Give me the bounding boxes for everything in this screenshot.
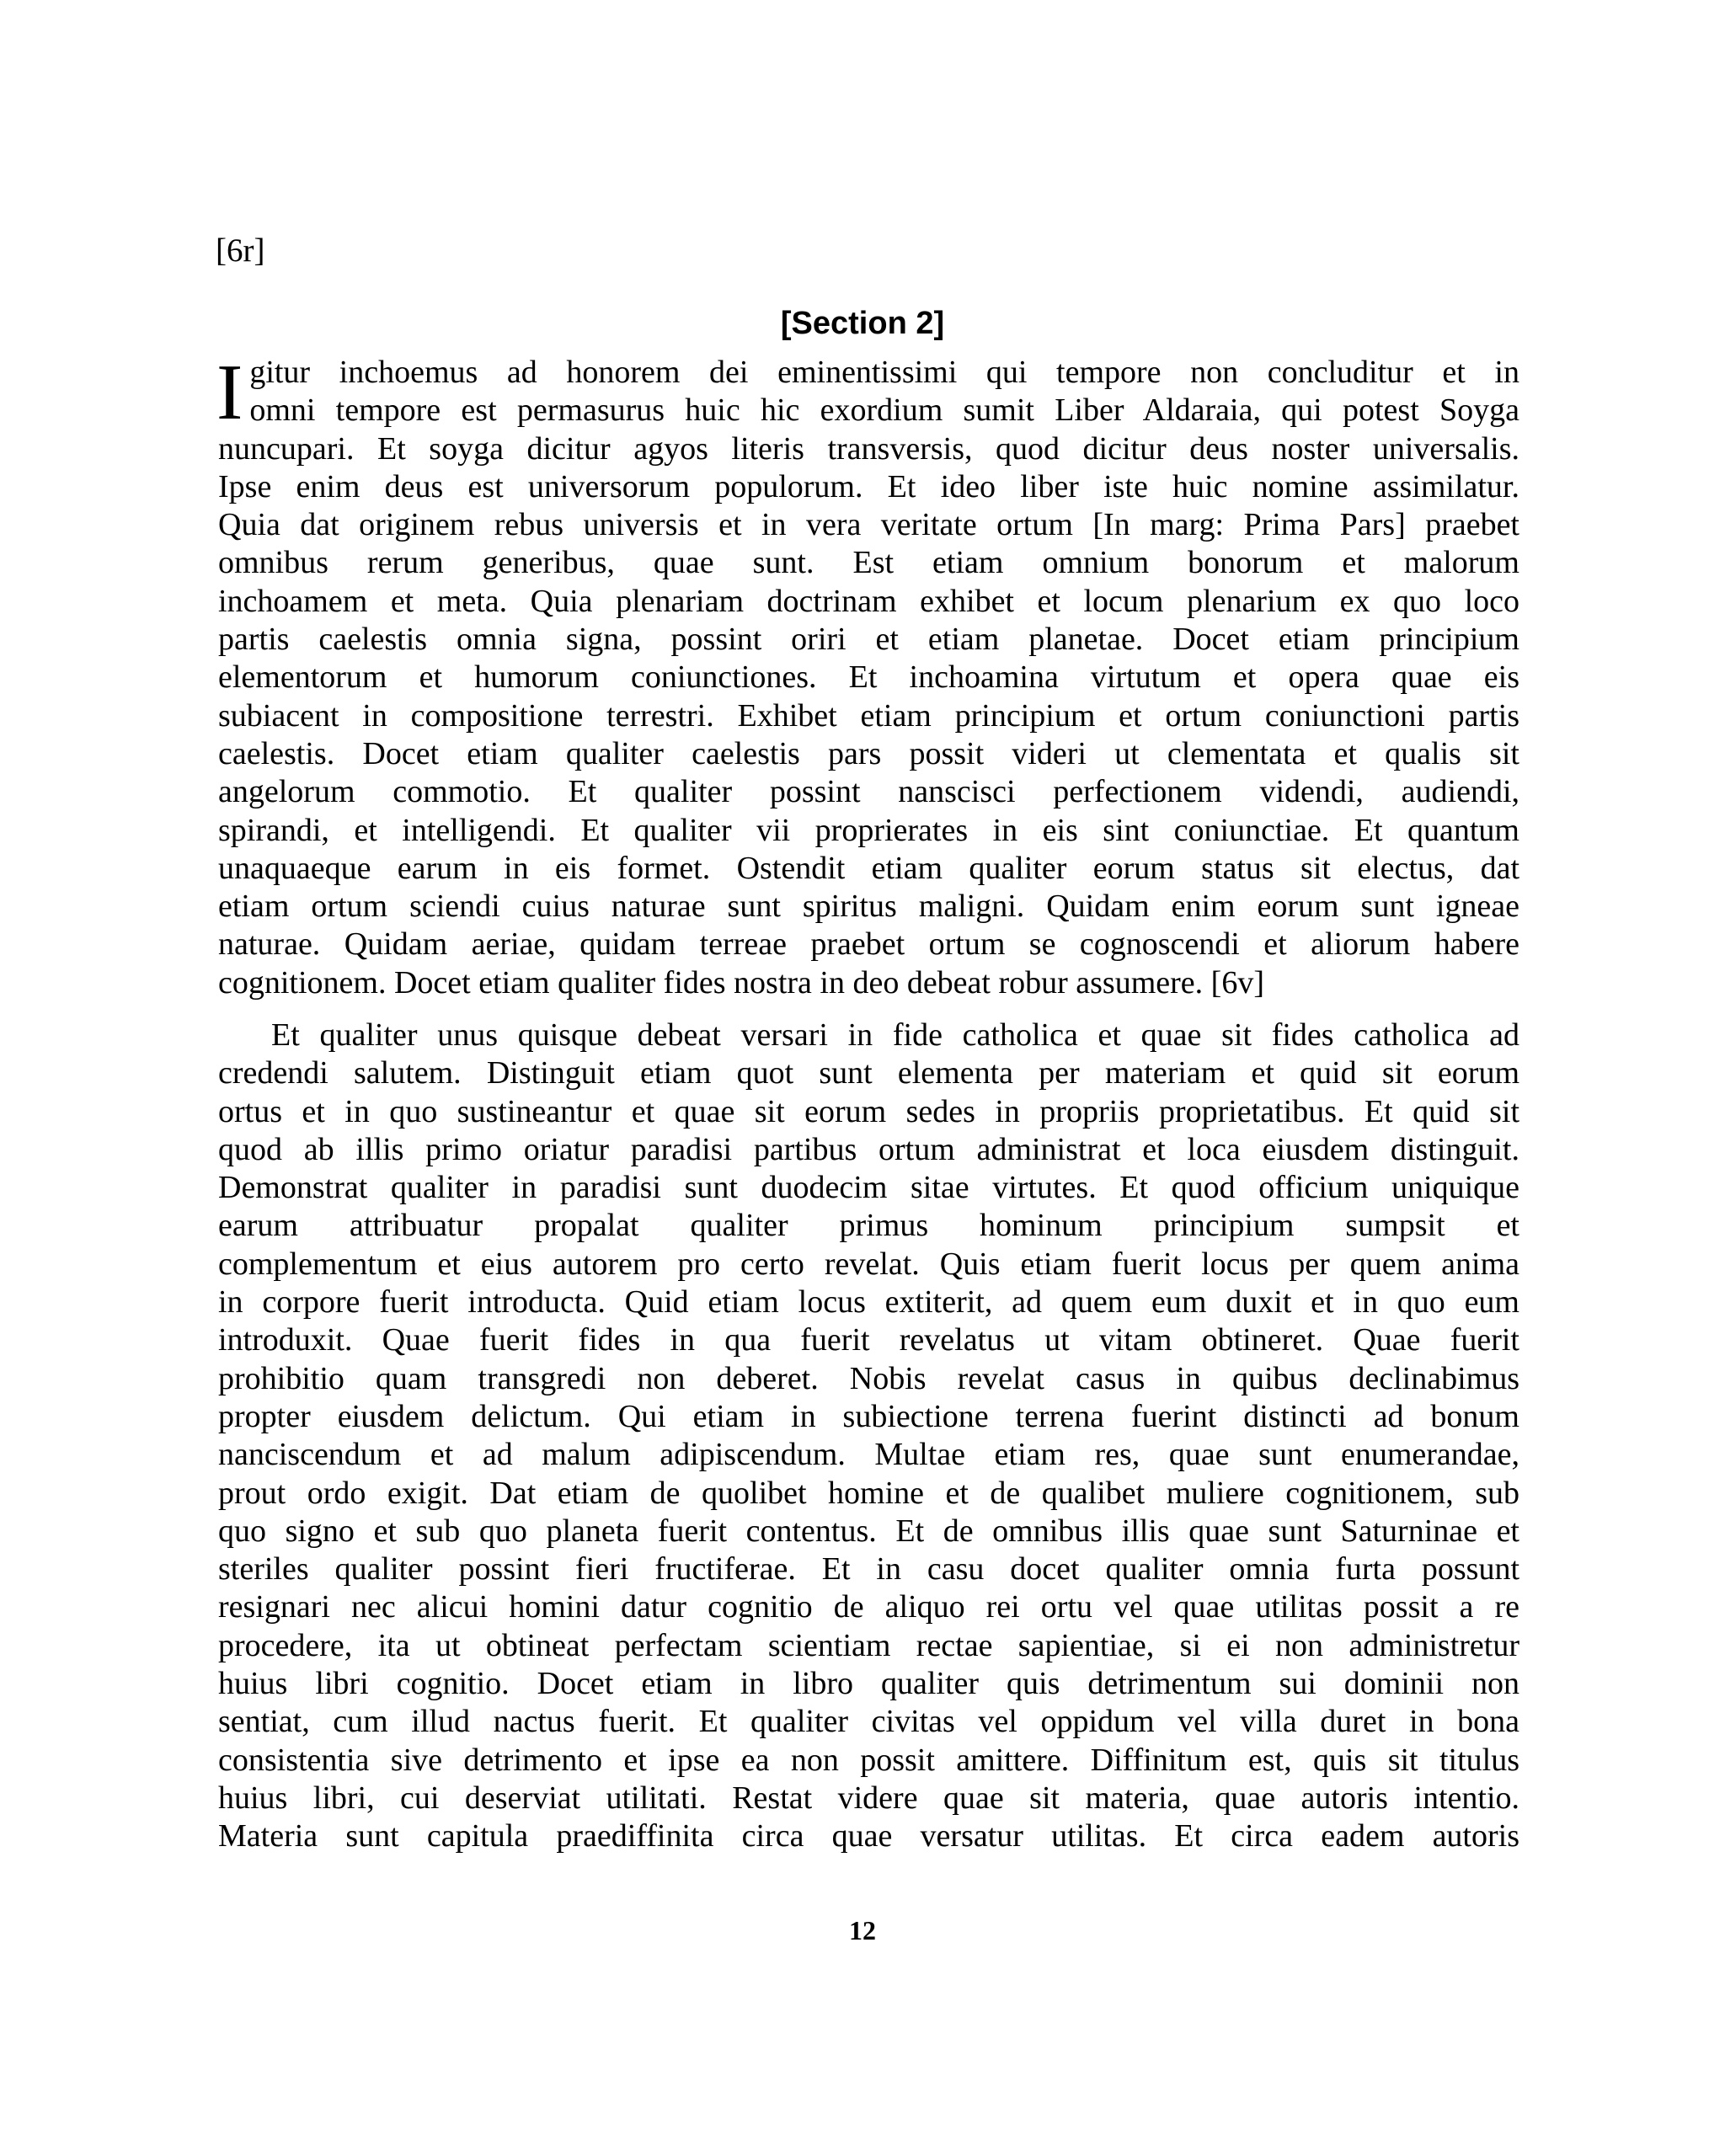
text-line: earum attribuatur propalat qualiter primus hominum principium sumpsit et	[218, 1208, 1519, 1244]
text-line: Ipse enim deus est universorum populorum. Et ideo liber iste huic nomine assimilatur.	[218, 468, 1519, 504]
text-line: etiam ortum sciendi cuius naturae sunt spiritus maligni. Quidam enim eorum sunt igneae	[218, 889, 1519, 925]
text-line: quo signo et sub quo planeta fuerit contentus. Et de omnibus illis quae sunt Saturninae et	[218, 1513, 1519, 1549]
text-line: subiacent in compositione terrestri. Exhibet etiam principium et ortum coniunctioni partis	[218, 697, 1519, 734]
text-line: nanciscendum et ad malum adipiscendum. Multae etiam res, quae sunt enumerandae,	[218, 1437, 1519, 1473]
paragraph-2	[218, 1017, 1519, 1856]
text-line: credendi salutem. Distinguit etiam quot sunt elementa per materiam et quid sit eorum	[218, 1055, 1519, 1091]
section-heading: [Section 2]	[780, 306, 945, 341]
text-line: cognitionem. Docet etiam qualiter fides nostra in deo debeat robur assumere. [6v]	[218, 964, 1264, 1001]
text-line: partis caelestis omnia signa, possint oriri et etiam planetae. Docet etiam principium	[218, 622, 1519, 658]
text-line: inchoamem et meta. Quia plenariam doctrinam exhibet et locum plenarium ex quo loco	[218, 583, 1519, 619]
text-line: sentiat, cum illud nactus fuerit. Et qualiter civitas vel oppidum vel villa duret in bona	[218, 1704, 1519, 1740]
text-line: angelorum commotio. Et qualiter possint nanscisci perfectionem videndi, audiendi,	[218, 774, 1519, 810]
text-line: unaquaeque earum in eis formet. Ostendit etiam qualiter eorum status sit electus, dat	[218, 850, 1519, 886]
text-line: ortus et in quo sustineantur et quae sit eorum sedes in propriis proprietatibus. Et quid sit	[218, 1093, 1519, 1129]
text-line: caelestis. Docet etiam qualiter caelestis pars possit videri ut clementata et qualis sit	[218, 735, 1519, 771]
text-line: gitur inchoemus ad honorem dei eminentissimi qui tempore non concluditur et in	[249, 355, 1519, 390]
text-line: steriles qualiter possint fieri fructiferae. Et in casu docet qualiter omnia furta possunt	[218, 1551, 1519, 1588]
text-line: propter eiusdem delictum. Qui etiam in subiectione terrena fuerint distincti ad bonum	[218, 1398, 1519, 1434]
paragraph-1	[216, 349, 1519, 1002]
text-line: Demonstrat qualiter in paradisi sunt duodecim sitae virtutes. Et quod officium uniquique	[218, 1170, 1519, 1206]
text-line: in corpore fuerit introducta. Quid etiam locus extiterit, ad quem eum duxit et in quo eum	[218, 1284, 1519, 1321]
text-line: Quia dat originem rebus universis et in vera veritate ortum [In marg: Prima Pars] praebet	[218, 507, 1519, 543]
text-line: naturae. Quidam aeriae, quidam terreae praebet ortum se cognoscendi et aliorum habere	[218, 926, 1519, 963]
text-line: complementum et eius autorem pro certo revelat. Quis etiam fuerit locus per quem anima	[218, 1246, 1519, 1282]
page-number: 12	[849, 1915, 876, 1945]
text-line: omnibus rerum generibus, quae sunt. Est etiam omnium bonorum et malorum	[218, 545, 1519, 581]
text-line: procedere, ita ut obtineat perfectam scientiam rectae sapientiae, si ei non administretur	[218, 1627, 1519, 1663]
text-line: elementorum et humorum coniunctiones. Et inchoamina virtutum et opera quae eis	[218, 659, 1519, 696]
text-line: consistentia sive detrimento et ipse ea non possit amittere. Diffinitum est, quis sit titulus	[218, 1742, 1519, 1778]
text-line: omni tempore est permasurus huic hic exordium sumit Liber Aldaraia, qui potest Soyga	[249, 392, 1519, 429]
drop-cap: I	[216, 349, 243, 436]
text-line: introduxit. Quae fuerit fides in qua fuerit revelatus ut vitam obtineret. Quae fuerit	[218, 1322, 1519, 1358]
text-line: nuncupari. Et soyga dicitur agyos literis transversis, quod dicitur deus noster universalis.	[218, 430, 1519, 467]
text-line: prohibitio quam transgredi non deberet. Nobis revelat casus in quibus declinabimus	[218, 1360, 1519, 1396]
text-line: quod ab illis primo oriatur paradisi partibus ortum administrat et loca eiusdem distinguit.	[218, 1131, 1519, 1167]
text-line: resignari nec alicui homini datur cognitio de aliquo rei ortu vel quae utilitas possit a re	[218, 1589, 1519, 1625]
text-line: huius libri, cui deserviat utilitati. Restat videre quae sit materia, quae autoris intentio.	[218, 1780, 1519, 1816]
text-line: Materia sunt capitula praediffinita circa quae versatur utilitas. Et circa eadem autoris	[218, 1818, 1519, 1854]
text-line: huius libri cognitio. Docet etiam in libro qualiter quis detrimentum sui dominii non	[218, 1666, 1519, 1702]
text-line: spirandi, et intelligendi. Et qualiter vii proprierates in eis sint coniunctiae. Et quantum	[218, 812, 1519, 848]
text-line: Et qualiter unus quisque debeat versari in fide catholica et quae sit fides catholica ad	[271, 1017, 1519, 1053]
folio-marker: [6r]	[216, 232, 265, 269]
text-line: prout ordo exigit. Dat etiam de quolibet homine et de qualibet muliere cognitionem, sub	[218, 1475, 1519, 1511]
